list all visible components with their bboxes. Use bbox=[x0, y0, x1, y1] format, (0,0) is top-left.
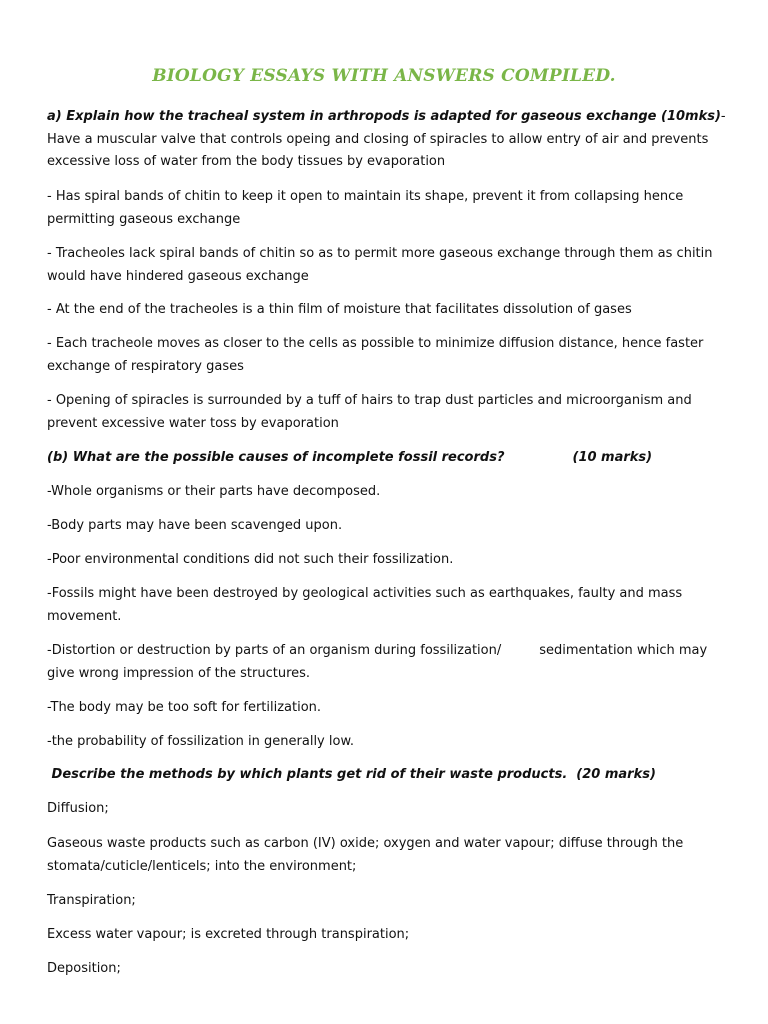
question-c-point: Transpiration; bbox=[47, 893, 136, 908]
question-b-point: -Fossils might have been destroyed by geological activities such as earthquakes, faulty and mass movement. bbox=[47, 586, 683, 624]
question-b-point: -the probability of fossilization in generally low. bbox=[47, 734, 355, 749]
question-b-distortion-point bbox=[47, 640, 727, 685]
question-c-point: Diffusion; bbox=[47, 801, 109, 816]
question-a-paragraph bbox=[47, 106, 727, 174]
distortion-part-2: sedimentation which may give wrong impression of the structures. bbox=[47, 643, 708, 681]
question-a-answer-lead: - Have a muscular valve that controls opeing and closing of spiracles to allow entry of air and prevents excessive loss of water from the body tissues by evaporation bbox=[47, 109, 726, 169]
question-b-marks: (10 marks) bbox=[572, 450, 653, 465]
question-a-point: - Tracheoles lack spiral bands of chitin so as to permit more gaseous exchange through them as chitin would have hindered gaseous exchange bbox=[47, 246, 713, 284]
question-c-point: Deposition; bbox=[47, 961, 121, 976]
question-b-heading bbox=[47, 447, 727, 470]
question-a-point: - Has spiral bands of chitin to keep it open to maintain its shape, prevent it from collapsing hence permitting gaseous exchange bbox=[47, 189, 684, 227]
question-b-point: -Body parts may have been scavenged upon. bbox=[47, 518, 343, 533]
question-a-point: - Opening of spiracles is surrounded by a tuff of hairs to trap dust particles and microorganism and prevent excessive water toss by evaporation bbox=[47, 393, 692, 431]
question-c-heading: Describe the methods by which plants get rid of their waste products. (20 marks) bbox=[47, 767, 656, 782]
question-a-text: a) Explain how the tracheal system in arthropods is adapted for gaseous exchange (10mks) bbox=[47, 109, 721, 124]
question-c-point: Excess water vapour; is excreted through transpiration; bbox=[47, 927, 410, 942]
question-c-point: Gaseous waste products such as carbon (IV) oxide; oxygen and water vapour; diffuse through the stomata/cuticle/lenticels; into the environment; bbox=[47, 836, 684, 874]
question-a-point: - Each tracheole moves as closer to the cells as possible to minimize diffusion distance, hence faster exchange of respiratory gases bbox=[47, 336, 704, 374]
question-b-point: -The body may be too soft for fertilization. bbox=[47, 700, 322, 715]
question-b-point: -Whole organisms or their parts have decomposed. bbox=[47, 484, 381, 499]
question-b-text: (b) What are the possible causes of incomplete fossil records? bbox=[47, 450, 505, 465]
question-a-point: - At the end of the tracheoles is a thin film of moisture that facilitates dissolution of gases bbox=[47, 302, 632, 317]
distortion-part-1: -Distortion or destruction by parts of an organism during fossilization/ bbox=[47, 643, 502, 658]
document-title: BIOLOGY ESSAYS WITH ANSWERS COMPILED. bbox=[152, 66, 616, 86]
question-b-point: -Poor environmental conditions did not such their fossilization. bbox=[47, 552, 454, 567]
